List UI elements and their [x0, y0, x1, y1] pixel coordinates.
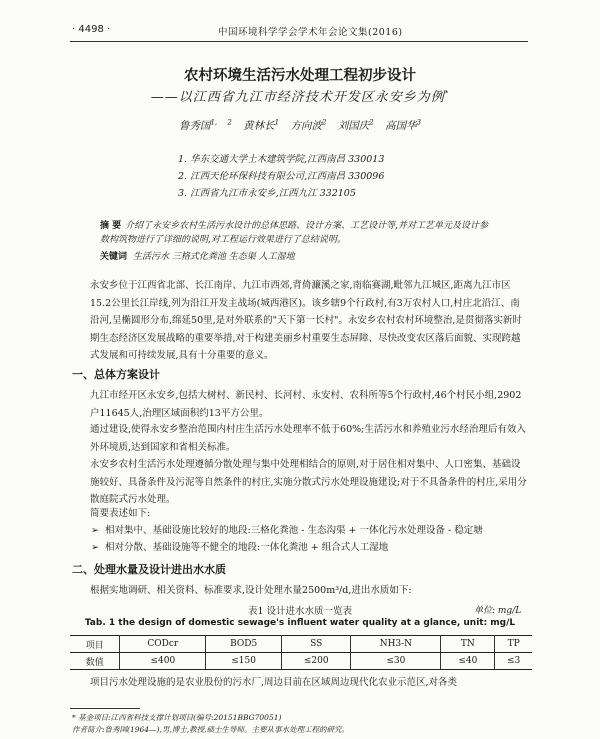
paper-title: 农村环境生活污水处理工程初步设计: [184, 68, 416, 84]
footnote-rule: [70, 708, 140, 709]
table-caption-en: Tab. 1 the design of domestic sewage's influent water quality at a glance, unit: mg/L: [84, 618, 516, 628]
table-caption: 表1 设计进水水质一览表: [247, 606, 353, 617]
section1-paragraph-3: 永安乡农村生活污水处理遵循分散处理与集中处理相结合的原则,对于居住相对集中、人口密集、基础设施较好、具备条件及污泥等自然条件的村庄,实施分散式污水处理设施建设;对于不具备条件的村庄,采用分散庭院式污水处理。: [90, 459, 527, 505]
author: 高国华$^3$: [385, 118, 422, 132]
affiliation-1: 1. 华东交通大学土木建筑学院,江西南昌 330013: [178, 154, 385, 165]
bullet-item: ➢ 相对集中、基础设施比较好的地段:三格化粪池 - 生态沟渠 + 一体化污水处理设备 - 稳定塘: [91, 525, 483, 536]
table-header-cell: CODcr: [120, 636, 206, 653]
author: 方向波$^2$: [290, 118, 327, 132]
section1-paragraph-1: 九江市经开区永安乡,包括大树村、新民村、长河村、永安村、农科所等5个行政村,46个村民小组,2902户11645人,治理区域面积约13平方公里。: [90, 390, 522, 419]
bullet-icon: ➢: [91, 542, 99, 553]
author: 黄林长$^1$: [243, 118, 280, 132]
section-heading-2: 二、处理水量及设计进出水水质: [72, 563, 226, 576]
subtitle-mark: *: [444, 89, 450, 98]
section2-paragraph-1: 根据实地调研、相关资料、标准要求,设计处理水量2500m³/d,进出水质如下:: [90, 585, 412, 596]
abstract-label: 摘 要: [100, 221, 122, 231]
page-number: · 4498 ·: [72, 24, 111, 35]
table-header-cell: NH3-N: [351, 636, 441, 653]
affiliation-2: 2. 江西天伦环保科技有限公司,江西南昌 330096: [178, 171, 385, 182]
header-rule: [70, 41, 528, 42]
abstract-text: 介绍了永安乡农村生活污水设计的总体思路、设计方案、工艺设计等,并对工艺单元及设计参数构筑物进行了详细的说明,对工程运行效果进行了总结说明。: [100, 221, 489, 245]
table-row: [70, 653, 532, 670]
keywords: [100, 249, 295, 262]
footnote-author: 作者简介:鲁秀国(1964—),男,博士,教授,硕士生导师。主要从事水处理工程的研究。: [72, 725, 350, 734]
author-list: [0, 118, 600, 133]
subtitle-text: ——以江西省九江市经济技术开发区永安乡为例: [150, 90, 445, 105]
bullet-icon: ➢: [91, 525, 99, 536]
abstract: [100, 219, 495, 247]
table-cell: ≤150: [206, 653, 282, 670]
table-cell: ≤3: [495, 653, 532, 670]
section1-paragraph-4: 简要表述如下:: [90, 508, 151, 519]
table-header-cell: BOD5: [206, 636, 282, 653]
table-header-cell: 项目: [70, 636, 120, 653]
paper-subtitle: [0, 86, 600, 105]
table-unit: 单位: mg/L: [474, 606, 522, 616]
intro-paragraph: 永安乡位于江西省北部、长江南岸、九江市西郊,背倚濂溪之家,南临赛湖,毗邻九江城区,距离九江市区15.2公里长江岸线,列为沿江开发主战场(城西港区)。该乡辖9个行政村,有3万农村人口,村庄北沿江、南沿河,呈椭圆形分布,绵延50里,是对外联系的"天下第一长村"。永安乡农村农村环境整治,是贯彻落实新时期生态经济区发展战略的重要举措,对于构建美丽乡村重要生态屏障、尽快改变农区落后面貌、实现跨越式发展和可持续发展,具有十分重要的意义。: [90, 280, 522, 361]
table-header-row: [70, 636, 532, 653]
table-cell: ≤40: [441, 653, 495, 670]
section-heading-1: 一、总体方案设计: [72, 368, 160, 381]
running-header: 中国环境科学学会学术年会论文集(2016): [218, 27, 403, 38]
table-header-cell: TP: [495, 636, 532, 653]
keywords-text: 生活污水 三格式化粪池 生态渠 人工湿地: [133, 252, 295, 262]
table-header-cell: SS: [282, 636, 351, 653]
keywords-label: 关键词: [100, 252, 128, 262]
table-cell: ≤30: [351, 653, 441, 670]
bullet-item: ➢ 相对分散、基础设施等不健全的地段:一体化粪池 + 组合式人工湿地: [91, 542, 389, 553]
table-cell: ≤200: [282, 653, 351, 670]
author: 鲁秀国$^{1, 2}$: [178, 118, 232, 132]
water-quality-table: [70, 635, 532, 670]
section1-paragraph-2: 通过建设,使得永安乡整治范围内村庄生活污水处理率不低于60%;生活污水和养殖业污水经治理后有效入外环境质,达到国家和省相关标准。: [90, 424, 526, 453]
author: 刘国庆$^2$: [337, 118, 374, 132]
footnote-funding: * 基金项目:江西省科技支撑计划项目(编号:20151BBG70051): [72, 713, 282, 722]
table-cell: ≤400: [120, 653, 206, 670]
table-header-cell: TN: [441, 636, 495, 653]
affiliation-3: 3. 江西省九江市永安乡,江西九江 332105: [178, 188, 356, 199]
table-cell: 数值: [70, 653, 120, 670]
paragraph-after-table: 项目污水处理设施的是农业股份的污水厂,周边目前在区域周边现代化农业示范区,对各类: [90, 677, 458, 688]
